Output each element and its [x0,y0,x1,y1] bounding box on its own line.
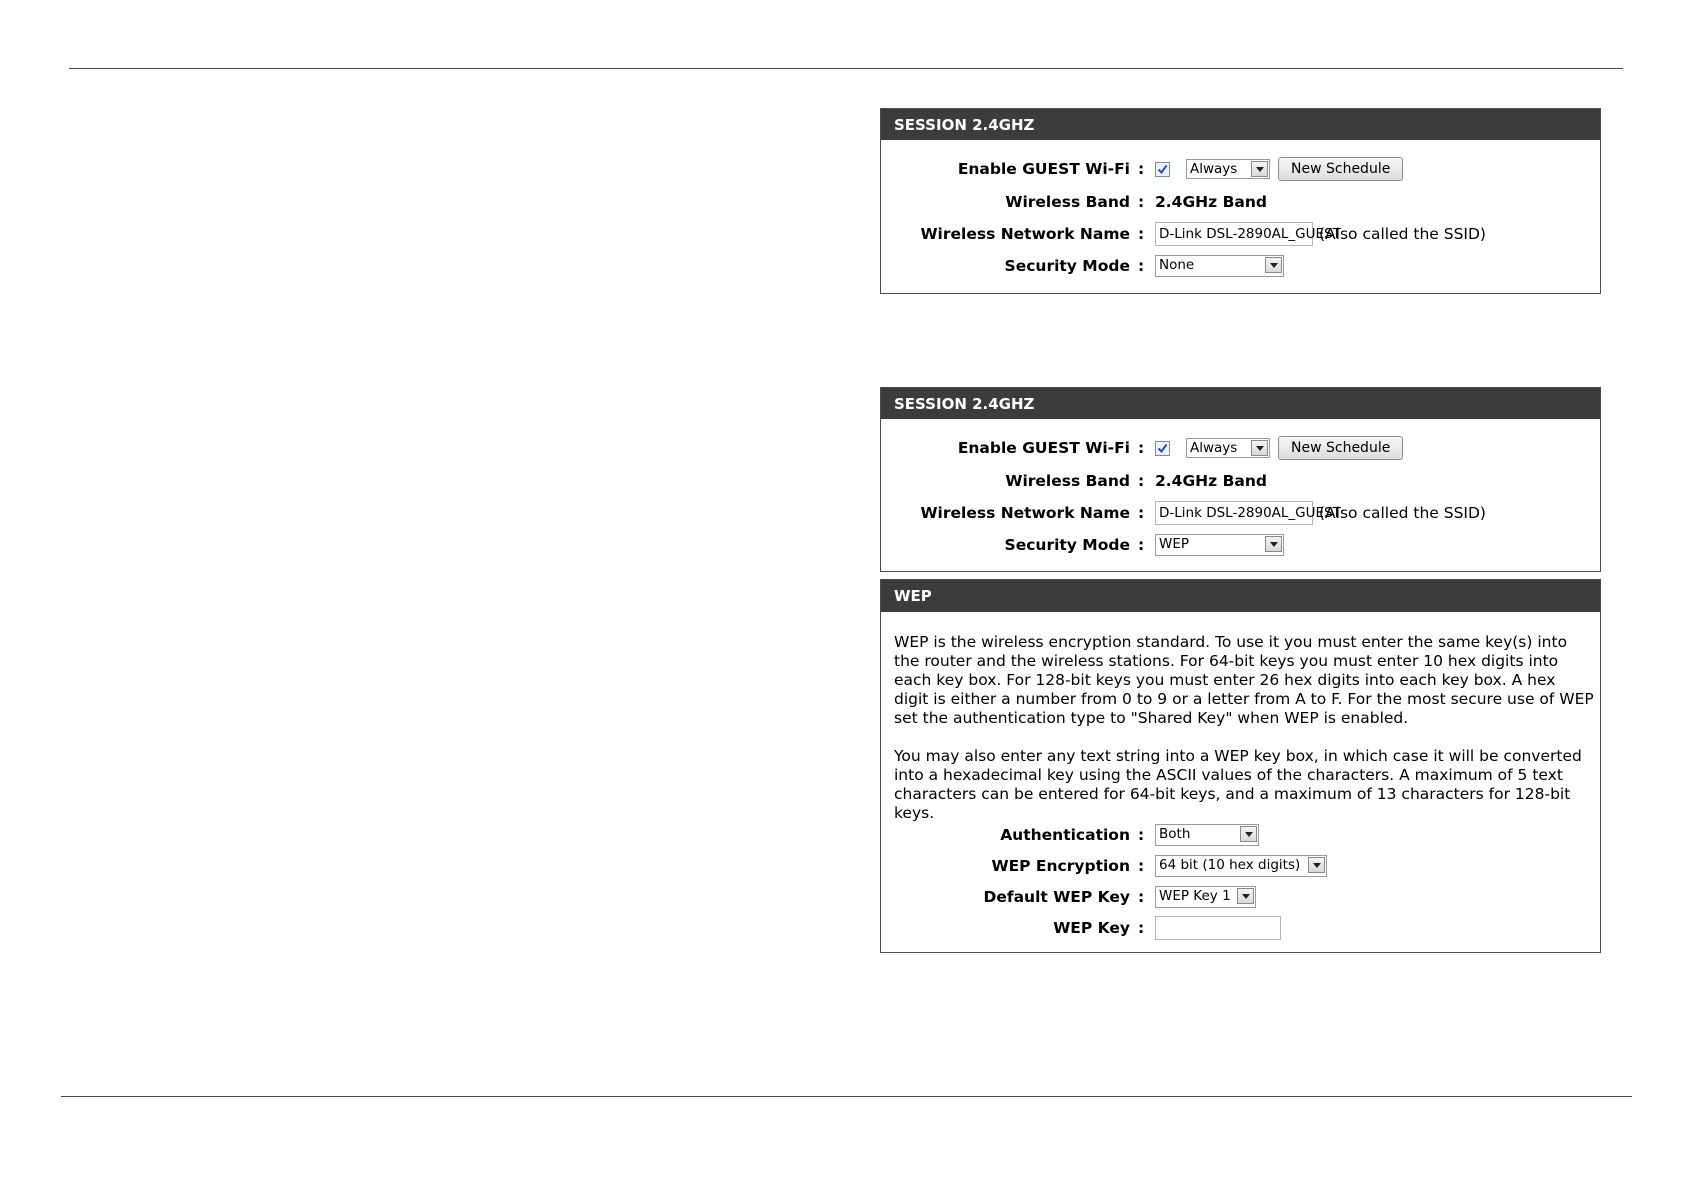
chevron-down-icon [1265,536,1282,552]
wep-description-text-keys: You may also enter any text string into a WEP key box, in which case it will be converted into a hexadecimal key using the ASCII values of the characters. A maximum of 5 text characters can be entered for 64-bit keys, and a maximum of 13 characters for 128-bit keys. [894,747,1582,822]
chevron-down-icon [1237,888,1254,904]
enable-guest-row: Enable GUEST Wi-Fi : Always New Schedule [881,436,1600,460]
session-panel-none [880,108,1601,294]
authentication-label: Authentication [1000,826,1130,844]
enable-guest-label: Enable GUEST Wi-Fi [957,160,1130,178]
security-mode-label: Security Mode [1004,257,1130,275]
new-schedule-button[interactable]: New Schedule [1278,436,1403,460]
wep-encryption-row: WEP Encryption : 64 bit (10 hex digits) [881,854,1600,878]
security-mode-label: Security Mode [1004,536,1130,554]
network-name-label: Wireless Network Name [920,504,1130,522]
enable-guest-checkbox[interactable] [1155,162,1170,177]
security-mode-row: Security Mode : None [881,254,1600,278]
network-name-input[interactable]: D-Link DSL-2890AL_GUEST [1155,222,1313,246]
network-name-label: Wireless Network Name [920,225,1130,243]
authentication-select[interactable]: Both [1155,824,1259,846]
schedule-select[interactable]: Always [1186,159,1270,179]
wep-encryption-label: WEP Encryption [991,857,1130,875]
enable-guest-row: Enable GUEST Wi-Fi : Always New Schedule [881,157,1600,181]
wep-key-label: WEP Key [1053,919,1130,937]
wireless-band-label: Wireless Band [1005,472,1130,490]
wep-key-input[interactable] [1155,916,1281,940]
wireless-band-row: Wireless Band : 2.4GHz Band [881,190,1600,214]
default-wep-key-label: Default WEP Key [983,888,1130,906]
security-mode-select[interactable]: WEP [1155,534,1284,556]
schedule-select[interactable]: Always [1186,438,1270,458]
security-mode-row: Security Mode : WEP [881,533,1600,557]
wep-key-row: WEP Key : [881,916,1600,940]
session-panel-wep [880,387,1601,572]
enable-guest-label: Enable GUEST Wi-Fi [957,439,1130,457]
bottom-divider [61,1096,1632,1097]
new-schedule-button[interactable]: New Schedule [1278,157,1403,181]
wep-panel [880,579,1601,953]
default-wep-key-row: Default WEP Key : WEP Key 1 [881,885,1600,909]
checkmark-icon [1157,164,1168,175]
chevron-down-icon [1251,161,1268,177]
security-mode-select[interactable]: None [1155,255,1284,277]
wireless-band-value: 2.4GHz Band [1155,472,1267,490]
authentication-row: Authentication : Both [881,823,1600,847]
network-name-row: Wireless Network Name : D-Link DSL-2890AL_GUEST (Also called the SSID) [881,222,1600,246]
wireless-band-label: Wireless Band [1005,193,1130,211]
panel-title: SESSION 2.4GHZ [881,109,1600,140]
chevron-down-icon [1308,857,1325,873]
wep-encryption-select[interactable]: 64 bit (10 hex digits) [1155,855,1327,877]
top-divider [69,68,1623,69]
network-name-input[interactable]: D-Link DSL-2890AL_GUEST [1155,501,1313,525]
wireless-band-value: 2.4GHz Band [1155,193,1267,211]
ssid-note: (Also called the SSID) [1319,504,1486,522]
panel-title: WEP [881,580,1600,612]
chevron-down-icon [1251,440,1268,456]
wep-description: WEP is the wireless encryption standard. To use it you must enter the same key(s) into the router and the wireless stations. For 64-bit keys you must enter 10 hex digits into each key box. For 128-bit keys you must enter 26 hex digits into each key box. A hex digit is either a number from 0 to 9 or a letter from A to F. For the most secure use of WEP set the authentication type to "Shared Key" when WEP is enabled. [894,633,1594,727]
checkmark-icon [1157,443,1168,454]
enable-guest-checkbox[interactable] [1155,441,1170,456]
wireless-band-row: Wireless Band : 2.4GHz Band [881,469,1600,493]
chevron-down-icon [1265,257,1282,273]
network-name-row: Wireless Network Name : D-Link DSL-2890AL_GUEST (Also called the SSID) [881,501,1600,525]
panel-title: SESSION 2.4GHZ [881,388,1600,419]
default-wep-key-select[interactable]: WEP Key 1 [1155,886,1256,908]
chevron-down-icon [1240,826,1257,842]
ssid-note: (Also called the SSID) [1319,225,1486,243]
